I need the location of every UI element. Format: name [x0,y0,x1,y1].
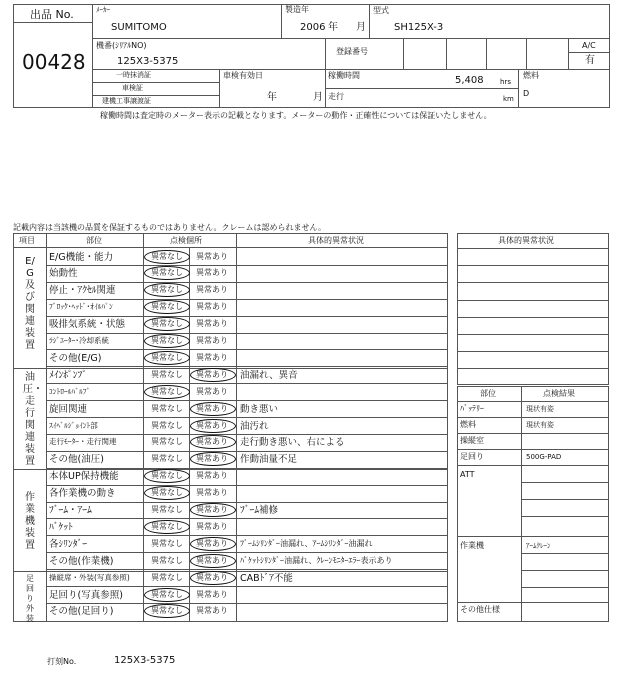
row-part: ﾌﾞﾛｯｸ･ﾍｯﾄﾞ･ｵｲﾙﾊﾟﾝ [49,302,113,312]
right-detail-box [457,233,609,385]
row-part: ﾗｼﾞｴｰﾀｰ･冷却系統 [49,336,109,345]
year: 2006 [300,22,326,33]
result-part: 燃料 [460,420,476,429]
detail-line [457,334,609,335]
row-divider [46,434,448,435]
row-detail: 油漏れ、異音 [240,369,298,381]
group-hydraulic: 油圧・走行関連装置 [23,372,43,467]
result-subline [521,570,609,571]
check-abnormal: 異常あり [196,369,228,379]
selection-oval [190,503,236,517]
check-normal: 異常なし [151,268,183,278]
check-abnormal: 異常あり [196,403,228,413]
check-abnormal: 異常あり [196,471,228,481]
row-part: その他(作業機) [49,555,114,567]
result-value: 現状有姿 [526,405,554,413]
selection-oval [190,419,236,433]
row-part: 本体UP保持機能 [49,471,119,483]
group-eg: E/G及び関連装置 [25,256,35,351]
check-normal: 異常なし [151,319,183,329]
row-divider [46,603,448,604]
row-detail: ﾌﾞｰﾑｼﾘﾝﾀﾞｰ油漏れ、ｱｰﾑｼﾘﾝﾀﾞｰ油漏れ [240,538,373,548]
row-divider [46,468,448,469]
check-normal: 異常なし [151,505,183,514]
selection-oval [144,385,190,399]
col-check: 点検個所 [170,236,202,245]
year-unit: 年 [328,22,338,33]
year-label: 製造年 [285,5,309,14]
detail-line [457,282,609,283]
construction-cert: 建機工事譲渡証 [102,97,151,105]
row-divider [46,299,448,300]
row-divider [46,518,448,519]
check-abnormal: 異常あり [196,437,228,447]
check-abnormal: 異常あり [196,454,228,464]
header-box [13,4,610,108]
row-divider [46,586,448,587]
check-normal: 異常なし [151,589,183,599]
result-divider [457,417,609,418]
check-abnormal: 異常あり [196,505,228,514]
row-part: E/G機能・能力 [49,251,114,263]
check-normal: 異常なし [151,555,183,565]
row-part: その他(E/G) [49,352,102,364]
detail-line [457,300,609,301]
row-divider [46,349,448,350]
row-divider [46,417,448,418]
lot-no-label: 出品 No. [30,8,74,21]
row-part: ｺﾝﾄﾛｰﾙﾊﾞﾙﾌﾞ [49,386,91,396]
result-value: 現状有姿 [526,421,554,429]
model-label: 型式 [373,6,389,15]
result-subline [521,482,609,483]
result-part: 作業機 [460,541,484,550]
check-abnormal: 異常あり [196,386,228,396]
col-part: 部位 [86,236,102,245]
detail-line [457,317,609,318]
selection-oval [144,486,190,500]
row-detail: 油汚れ [240,420,269,432]
result-divider [457,536,609,537]
check-abnormal: 異常あり [196,589,228,599]
row-divider [46,333,448,334]
row-divider [46,485,448,486]
row-divider [46,282,448,283]
expiry-month-unit: 月 [313,92,323,103]
row-part: 各作業機の動き [49,488,116,500]
row-part: ﾌﾞｰﾑ・ｱｰﾑ [49,505,92,516]
check-abnormal: 異常あり [196,521,228,531]
result-divider [457,433,609,434]
check-abnormal: 異常あり [196,285,228,295]
result-subline [521,553,609,554]
check-normal: 異常なし [151,521,183,531]
row-part: 吸排気系統・状態 [49,319,126,331]
row-detail: ﾊﾞｹｯﾄｼﾘﾝﾀﾞｰ油漏れ、ｸﾚｰﾝﾓﾆﾀｰｴﾗｰ表示あり [240,555,393,565]
result-part: ﾊﾞｯﾃﾘｰ [460,404,484,413]
result-value: 500G-PAD [526,453,562,461]
check-abnormal: 異常あり [196,488,228,498]
ac-value: 有 [585,55,595,66]
detail-line [457,368,609,369]
check-normal: 異常なし [151,336,183,345]
hours-label: 稼働時間 [328,71,360,80]
result-divider [457,401,609,402]
check-abnormal: 異常あり [196,251,228,261]
group-undercarriage: 足回り外装 [26,574,34,623]
temp-permit: 一時抹消証 [116,71,151,79]
result-divider [457,449,609,450]
row-divider [46,569,448,570]
fuel-value: D [523,89,530,98]
rb-col-result: 点検結果 [543,389,575,398]
hours-unit: hrs [500,78,511,86]
row-detail: 走行動き悪い、右による [240,437,345,449]
check-abnormal: 異常あり [196,268,228,278]
serial-label: 機番(ｼﾘｱﾙNO) [96,41,147,50]
inspection-expiry-label: 車検有効日 [223,71,263,80]
check-normal: 異常なし [151,302,183,312]
check-abnormal: 異常あり [196,572,228,582]
result-subline [521,516,609,517]
check-abnormal: 異常あり [196,302,228,312]
row-detail: 動き悪い [240,403,279,415]
reg-label: 登録番号 [336,47,368,56]
row-divider [46,502,448,503]
check-normal: 異常なし [151,352,183,362]
selection-oval [144,588,190,602]
check-abnormal: 異常あり [196,538,228,548]
model: SH125X-3 [394,22,444,33]
selection-oval [190,537,236,551]
result-part: 足回り [460,452,484,461]
row-detail: CABﾄﾞｱ不能 [240,572,293,584]
check-normal: 異常なし [151,251,183,261]
row-part: 足回り(写真参照) [49,589,123,601]
row-divider [46,451,448,452]
result-divider [457,602,609,603]
detail-line [457,248,609,249]
lot-no: 00428 [22,50,86,74]
result-divider [457,465,609,466]
row-part: 旋回関連 [49,403,88,415]
month-unit: 月 [356,22,366,33]
check-normal: 異常なし [151,369,183,379]
row-divider [46,552,448,553]
check-abnormal: 異常あり [196,336,228,345]
ac-label: A/C [582,41,596,50]
col-item: 項目 [19,236,35,245]
detail-line [457,351,609,352]
selection-oval [190,368,236,382]
check-normal: 異常なし [151,403,183,413]
selection-oval [144,317,190,331]
row-detail: 作動油量不足 [240,454,298,466]
vehicle-cert: 車検証 [122,84,143,92]
check-abnormal: 異常あり [196,319,228,329]
result-subline [521,587,609,588]
check-normal: 異常なし [151,420,183,430]
hours-value: 5,408 [455,75,484,86]
result-part: ATT [460,470,475,479]
fuel-label: 燃料 [523,71,539,80]
result-part: その他仕様 [460,605,500,614]
result-value: ｱｰﾑｸﾚｰﾝ [526,542,551,550]
row-divider [46,265,448,266]
row-part: ｽｲﾍﾞﾙｼﾞｮｲﾝﾄ部 [49,420,98,430]
row-part: 操縦席・外装(写真参照) [49,572,130,582]
row-part: その他(足回り) [49,606,114,618]
row-part: 始動性 [49,268,78,280]
selection-oval [190,402,236,416]
selection-oval [190,554,236,568]
check-normal: 異常なし [151,471,183,481]
selection-oval [190,571,236,585]
maker-label: ﾒｰｶｰ [96,6,110,14]
result-subline [521,499,609,500]
col-detail: 具体的異常状況 [308,236,364,245]
selection-oval [144,334,190,348]
result-part: 操縦室 [460,436,484,445]
check-normal: 異常なし [151,488,183,498]
group-work: 作業機装置 [25,492,35,551]
row-part: ﾒｲﾝﾎﾟﾝﾌﾟ [49,369,88,381]
check-normal: 異常なし [151,285,183,295]
row-part: 走行ﾓｰﾀｰ・走行関連 [49,437,117,447]
check-abnormal: 異常あり [196,555,228,565]
detail-line [457,265,609,266]
check-abnormal: 異常あり [196,352,228,362]
check-normal: 異常なし [151,572,183,582]
row-part: 各ｼﾘﾝﾀﾞｰ [49,538,88,550]
row-part: その他(油圧) [49,454,104,466]
serial: 125X3-5375 [117,56,179,67]
check-normal: 異常なし [151,437,183,447]
stamp-label: 打刻No. [47,657,77,666]
disclaimer: 記載内容は当該機の品質を保証するものではありません。クレームは認められません。 [13,223,326,232]
row-divider [46,383,448,384]
row-detail: ﾌﾞｰﾑ補修 [240,505,279,516]
row-part: ﾊﾞｹｯﾄ [49,521,73,533]
row-divider [46,400,448,401]
mileage-label: 走行 [328,92,344,101]
hours-note: 稼働時間は査定時のメーター表示の記載となります。メーターの動作・正確性については保証いたしません。 [100,111,492,120]
row-divider [46,316,448,317]
check-normal: 異常なし [151,606,183,616]
rb-col-part: 部位 [480,389,496,398]
row-divider [46,366,448,367]
maker: SUMITOMO [111,22,167,33]
selection-oval [144,351,190,365]
check-abnormal: 異常あり [196,420,228,430]
check-normal: 異常なし [151,538,183,548]
check-abnormal: 異常あり [196,606,228,616]
stamp-value: 125X3-5375 [114,655,176,666]
selection-oval [144,250,190,264]
check-normal: 異常なし [151,454,183,464]
right-detail-title: 具体的異常状況 [498,236,554,245]
km-unit: km [503,95,514,103]
selection-oval [144,520,190,534]
row-part: 停止・ｱｸｾﾙ関連 [49,285,116,297]
row-divider [46,535,448,536]
expiry-year-unit: 年 [267,92,277,103]
check-normal: 異常なし [151,386,183,396]
